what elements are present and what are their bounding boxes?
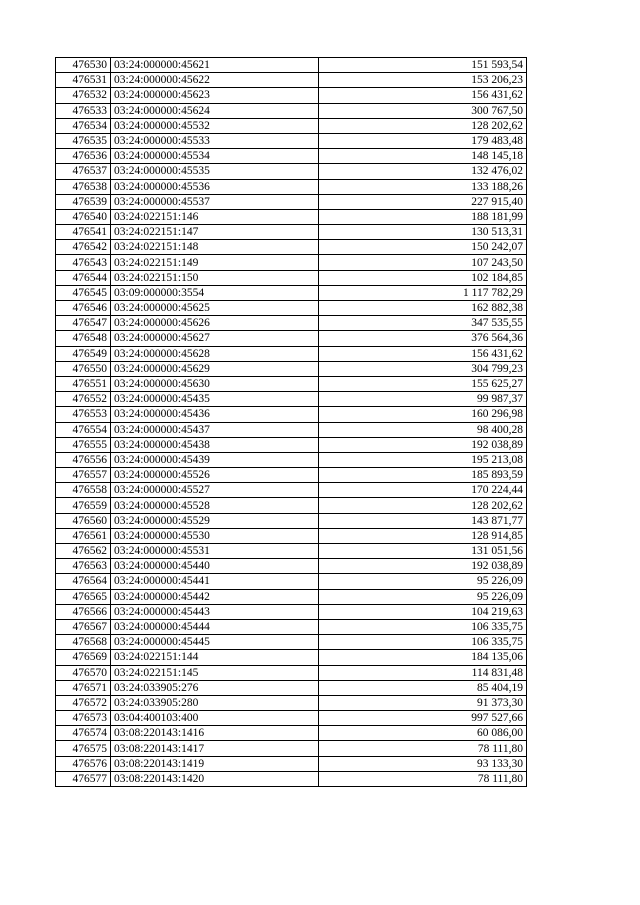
cadastral-number-cell: 03:24:000000:45435: [111, 392, 319, 407]
row-number-cell: 476573: [56, 711, 111, 726]
cadastral-number-cell: 03:04:400103:400: [111, 711, 319, 726]
table-row: [56, 103, 527, 118]
cadastral-number-cell: 03:08:220143:1419: [111, 756, 319, 771]
cadastral-number-cell: 03:24:000000:45526: [111, 468, 319, 483]
row-number-cell: 476538: [56, 179, 111, 194]
row-number-cell: 476543: [56, 255, 111, 270]
cadastral-value-cell: 376 564,36: [319, 331, 527, 346]
cadastral-number-cell: 03:24:000000:45530: [111, 528, 319, 543]
row-number-cell: 476572: [56, 695, 111, 710]
row-number-cell: 476534: [56, 118, 111, 133]
cadastral-number-cell: 03:24:000000:45444: [111, 619, 319, 634]
cadastral-value-cell: 91 373,30: [319, 695, 527, 710]
table-row: [56, 574, 527, 589]
cadastral-value-cell: 128 914,85: [319, 528, 527, 543]
row-number-cell: 476558: [56, 483, 111, 498]
row-number-cell: 476545: [56, 285, 111, 300]
row-number-cell: 476562: [56, 544, 111, 559]
table-row: [56, 331, 527, 346]
table-row: [56, 452, 527, 467]
table-row: [56, 88, 527, 103]
table-row: [56, 437, 527, 452]
table-row: [56, 695, 527, 710]
cadastral-number-cell: 03:08:220143:1416: [111, 726, 319, 741]
cadastral-value-cell: 99 987,37: [319, 392, 527, 407]
cadastral-value-cell: 156 431,62: [319, 88, 527, 103]
row-number-cell: 476532: [56, 88, 111, 103]
table-row: [56, 164, 527, 179]
table-row: [56, 73, 527, 88]
cadastral-number-cell: 03:24:033905:276: [111, 680, 319, 695]
table-row: [56, 468, 527, 483]
row-number-cell: 476553: [56, 407, 111, 422]
cadastral-number-cell: 03:08:220143:1420: [111, 771, 319, 786]
row-number-cell: 476555: [56, 437, 111, 452]
cadastral-number-cell: 03:24:000000:45438: [111, 437, 319, 452]
table-row: [56, 225, 527, 240]
cadastral-value-cell: 1 117 782,29: [319, 285, 527, 300]
table-row: [56, 665, 527, 680]
cadastral-number-cell: 03:24:022151:147: [111, 225, 319, 240]
cadastral-number-cell: 03:24:000000:45623: [111, 88, 319, 103]
table-row: [56, 604, 527, 619]
row-number-cell: 476552: [56, 392, 111, 407]
cadastral-value-cell: 192 038,89: [319, 437, 527, 452]
table-row: [56, 771, 527, 786]
cadastral-value-cell: 78 111,80: [319, 771, 527, 786]
cadastral-value-cell: 95 226,09: [319, 589, 527, 604]
cadastral-number-cell: 03:24:000000:45627: [111, 331, 319, 346]
cadastral-number-cell: 03:24:000000:45531: [111, 544, 319, 559]
row-number-cell: 476567: [56, 619, 111, 634]
table-row: [56, 650, 527, 665]
table-row: [56, 240, 527, 255]
cadastral-number-cell: 03:24:000000:45442: [111, 589, 319, 604]
row-number-cell: 476531: [56, 73, 111, 88]
cadastral-number-cell: 03:09:000000:3554: [111, 285, 319, 300]
cadastral-value-cell: 185 893,59: [319, 468, 527, 483]
cadastral-value-cell: 104 219,63: [319, 604, 527, 619]
cadastral-value-cell: 997 527,66: [319, 711, 527, 726]
cadastral-value-cell: 148 145,18: [319, 149, 527, 164]
table-row: [56, 528, 527, 543]
table-row: [56, 544, 527, 559]
cadastral-value-cell: 155 625,27: [319, 376, 527, 391]
cadastral-number-cell: 03:24:000000:45533: [111, 133, 319, 148]
cadastral-value-cell: 131 051,56: [319, 544, 527, 559]
table-row: [56, 255, 527, 270]
row-number-cell: 476563: [56, 559, 111, 574]
cadastral-value-cell: 300 767,50: [319, 103, 527, 118]
row-number-cell: 476541: [56, 225, 111, 240]
cadastral-number-cell: 03:24:000000:45624: [111, 103, 319, 118]
cadastral-number-cell: 03:24:022151:145: [111, 665, 319, 680]
row-number-cell: 476530: [56, 58, 111, 73]
table-row: [56, 118, 527, 133]
row-number-cell: 476565: [56, 589, 111, 604]
cadastral-number-cell: 03:24:000000:45626: [111, 316, 319, 331]
cadastral-value-cell: 106 335,75: [319, 635, 527, 650]
cadastral-value-cell: 128 202,62: [319, 498, 527, 513]
cadastral-value-cell: 151 593,54: [319, 58, 527, 73]
cadastral-value-cell: 188 181,99: [319, 209, 527, 224]
row-number-cell: 476539: [56, 194, 111, 209]
table-row: [56, 270, 527, 285]
row-number-cell: 476559: [56, 498, 111, 513]
row-number-cell: 476554: [56, 422, 111, 437]
cadastral-number-cell: 03:24:000000:45441: [111, 574, 319, 589]
table-row: [56, 711, 527, 726]
table-row: [56, 58, 527, 73]
cadastral-number-cell: 03:24:000000:45625: [111, 301, 319, 316]
table-row: [56, 194, 527, 209]
cadastral-number-cell: 03:24:022151:146: [111, 209, 319, 224]
table-row: [56, 619, 527, 634]
cadastral-number-cell: 03:24:000000:45621: [111, 58, 319, 73]
row-number-cell: 476544: [56, 270, 111, 285]
cadastral-number-cell: 03:24:000000:45436: [111, 407, 319, 422]
row-number-cell: 476564: [56, 574, 111, 589]
table-row: [56, 589, 527, 604]
table-body: [56, 58, 527, 787]
cadastral-number-cell: 03:24:000000:45443: [111, 604, 319, 619]
table-row: [56, 756, 527, 771]
cadastral-value-cell: 93 133,30: [319, 756, 527, 771]
cadastral-number-cell: 03:24:000000:45439: [111, 452, 319, 467]
cadastral-number-cell: 03:24:033905:280: [111, 695, 319, 710]
cadastral-number-cell: 03:08:220143:1417: [111, 741, 319, 756]
row-number-cell: 476550: [56, 361, 111, 376]
row-number-cell: 476568: [56, 635, 111, 650]
cadastral-value-cell: 114 831,48: [319, 665, 527, 680]
cadastral-number-cell: 03:24:000000:45440: [111, 559, 319, 574]
table-row: [56, 346, 527, 361]
row-number-cell: 476551: [56, 376, 111, 391]
row-number-cell: 476566: [56, 604, 111, 619]
row-number-cell: 476546: [56, 301, 111, 316]
row-number-cell: 476556: [56, 452, 111, 467]
cadastral-value-cell: 85 404,19: [319, 680, 527, 695]
row-number-cell: 476547: [56, 316, 111, 331]
table-row: [56, 483, 527, 498]
cadastral-number-cell: 03:24:000000:45529: [111, 513, 319, 528]
cadastral-value-cell: 132 476,02: [319, 164, 527, 179]
table-row: [56, 741, 527, 756]
table-row: [56, 361, 527, 376]
cadastral-number-cell: 03:24:000000:45535: [111, 164, 319, 179]
cadastral-number-cell: 03:24:000000:45622: [111, 73, 319, 88]
cadastral-number-cell: 03:24:022151:148: [111, 240, 319, 255]
cadastral-value-cell: 227 915,40: [319, 194, 527, 209]
row-number-cell: 476549: [56, 346, 111, 361]
row-number-cell: 476577: [56, 771, 111, 786]
row-number-cell: 476569: [56, 650, 111, 665]
row-number-cell: 476536: [56, 149, 111, 164]
cadastral-value-cell: 304 799,23: [319, 361, 527, 376]
cadastral-value-cell: 160 296,98: [319, 407, 527, 422]
cadastral-value-cell: 133 188,26: [319, 179, 527, 194]
cadastral-value-cell: 107 243,50: [319, 255, 527, 270]
cadastral-number-cell: 03:24:022151:149: [111, 255, 319, 270]
cadastral-value-cell: 102 184,85: [319, 270, 527, 285]
row-number-cell: 476533: [56, 103, 111, 118]
cadastral-value-cell: 195 213,08: [319, 452, 527, 467]
cadastral-value-cell: 156 431,62: [319, 346, 527, 361]
cadastral-number-cell: 03:24:000000:45445: [111, 635, 319, 650]
cadastral-number-cell: 03:24:000000:45629: [111, 361, 319, 376]
cadastral-value-cell: 162 882,38: [319, 301, 527, 316]
table-row: [56, 209, 527, 224]
cadastral-value-cell: 184 135,06: [319, 650, 527, 665]
cadastral-value-table: [55, 57, 527, 787]
row-number-cell: 476548: [56, 331, 111, 346]
cadastral-value-cell: 153 206,23: [319, 73, 527, 88]
cadastral-number-cell: 03:24:022151:150: [111, 270, 319, 285]
cadastral-value-cell: 128 202,62: [319, 118, 527, 133]
row-number-cell: 476561: [56, 528, 111, 543]
cadastral-number-cell: 03:24:000000:45532: [111, 118, 319, 133]
table-row: [56, 407, 527, 422]
cadastral-value-cell: 170 224,44: [319, 483, 527, 498]
cadastral-value-cell: 98 400,28: [319, 422, 527, 437]
table-row: [56, 133, 527, 148]
row-number-cell: 476557: [56, 468, 111, 483]
table-row: [56, 422, 527, 437]
cadastral-value-cell: 347 535,55: [319, 316, 527, 331]
table-row: [56, 498, 527, 513]
table-row: [56, 179, 527, 194]
cadastral-number-cell: 03:24:000000:45537: [111, 194, 319, 209]
table-row: [56, 559, 527, 574]
cadastral-number-cell: 03:24:000000:45534: [111, 149, 319, 164]
row-number-cell: 476542: [56, 240, 111, 255]
cadastral-value-cell: 95 226,09: [319, 574, 527, 589]
row-number-cell: 476537: [56, 164, 111, 179]
row-number-cell: 476575: [56, 741, 111, 756]
table-row: [56, 513, 527, 528]
cadastral-number-cell: 03:24:000000:45628: [111, 346, 319, 361]
table-row: [56, 301, 527, 316]
table-row: [56, 392, 527, 407]
cadastral-value-cell: 179 483,48: [319, 133, 527, 148]
cadastral-number-cell: 03:24:000000:45528: [111, 498, 319, 513]
row-number-cell: 476576: [56, 756, 111, 771]
cadastral-number-cell: 03:24:000000:45536: [111, 179, 319, 194]
cadastral-number-cell: 03:24:000000:45527: [111, 483, 319, 498]
cadastral-number-cell: 03:24:000000:45437: [111, 422, 319, 437]
table-row: [56, 726, 527, 741]
row-number-cell: 476570: [56, 665, 111, 680]
cadastral-value-cell: 106 335,75: [319, 619, 527, 634]
cadastral-number-cell: 03:24:000000:45630: [111, 376, 319, 391]
table-row: [56, 285, 527, 300]
row-number-cell: 476540: [56, 209, 111, 224]
table-row: [56, 680, 527, 695]
cadastral-value-cell: 192 038,89: [319, 559, 527, 574]
table-row: [56, 149, 527, 164]
table-row: [56, 635, 527, 650]
table-row: [56, 376, 527, 391]
row-number-cell: 476535: [56, 133, 111, 148]
row-number-cell: 476560: [56, 513, 111, 528]
cadastral-number-cell: 03:24:022151:144: [111, 650, 319, 665]
cadastral-value-cell: 150 242,07: [319, 240, 527, 255]
cadastral-value-cell: 60 086,00: [319, 726, 527, 741]
row-number-cell: 476571: [56, 680, 111, 695]
cadastral-value-cell: 130 513,31: [319, 225, 527, 240]
table-row: [56, 316, 527, 331]
row-number-cell: 476574: [56, 726, 111, 741]
cadastral-value-cell: 78 111,80: [319, 741, 527, 756]
cadastral-value-cell: 143 871,77: [319, 513, 527, 528]
